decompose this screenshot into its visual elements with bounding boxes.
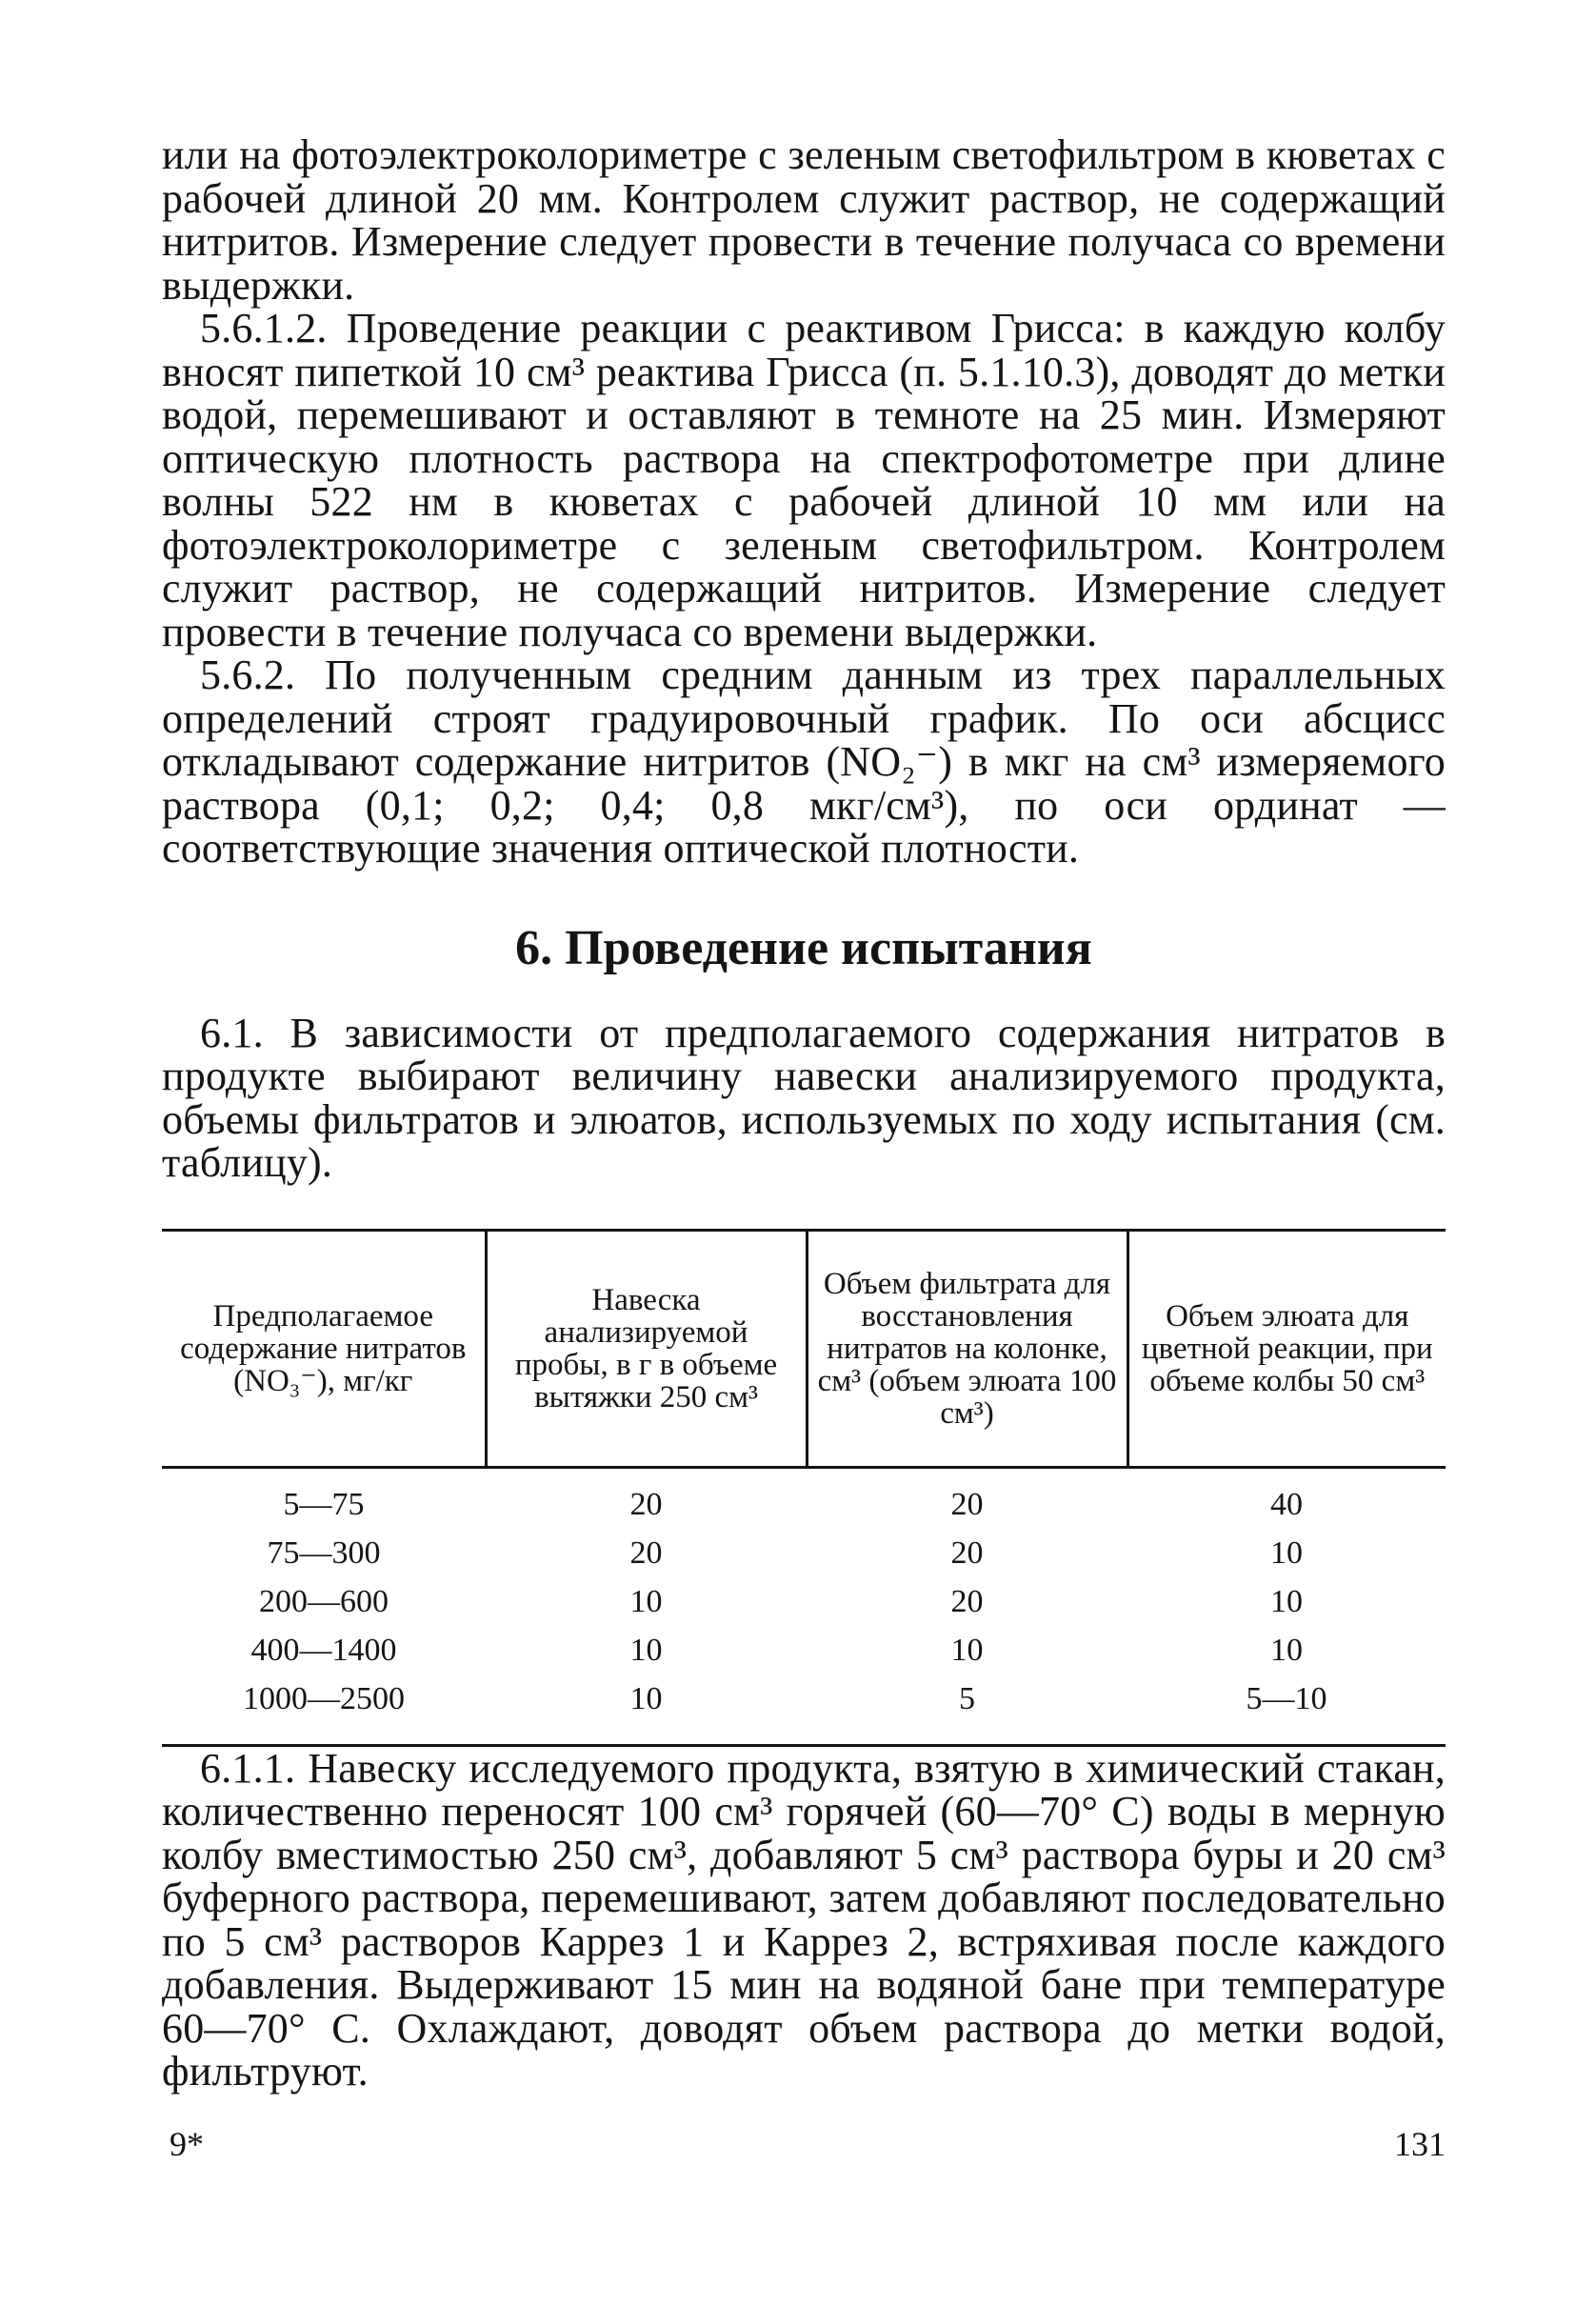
table-cell: 75—300 [267,1534,381,1571]
table-row [162,1577,1446,1626]
page-content [162,133,1446,2094]
table-cell: 200—600 [259,1583,389,1619]
section-heading: 6. Проведение испытания [515,920,1092,975]
table-row [162,1674,1446,1746]
table-cell: 20 [950,1534,984,1571]
header-sample-mass: Навеска анализируемой пробы, в г в объеме вытяжки 250 см³ [486,1230,807,1467]
table-cell: 10 [1270,1632,1303,1668]
paragraph-5-6-2: 5.6.2. По полученным средним данным из трех параллельных определений строят градуировочный график. По оси абсцисс откладывают содержание нитритов (NO₂⁻) в мкг на см³ измеряемого раствора (0,1; 0,2; 0,4; 0,8 мкг/см³), по оси ординат — соответствующие значения оптической плотности. [162,652,1446,872]
table-cell: 20 [629,1486,663,1522]
header-filtrate-volume: Объем фильтрата для восстановления нитратов на колонке, см³ (объем элюата 100 см³) [807,1230,1127,1467]
table-header-row [162,1230,1446,1467]
table-row [162,1529,1446,1577]
table-cell: 10 [629,1632,663,1668]
table-cell: 1000—2500 [162,1674,486,1746]
paragraph-6-1: 6.1. В зависимости от предполагаемого содержания нитратов в продукте выбирают величину навески анализируемого продукта, объемы фильтратов и элюатов, используемых по ходу испытания (см. таблицу). [162,1009,1446,1186]
table-cell: 400—1400 [250,1632,397,1668]
header-nitrate-content: Предполагаемое содержание нитратов (NO₃⁻), мг/кг [162,1230,486,1467]
table-cell: 10 [629,1583,663,1619]
table-cell: 20 [950,1486,984,1522]
table-cell: 10 [486,1674,807,1746]
table-cell: 40 [1270,1486,1303,1522]
data-table [162,1229,1446,1747]
paragraph-continuation: или на фотоэлектроколориметре с зеленым светофильтром в кюветах с рабочей длиной 20 мм. Контролем служит раствор, не содержащий нитритов. Измерение следует провести в течение получаса со времени выдержки. [162,131,1446,309]
table-cell: 10 [950,1632,984,1668]
table-cell: 10 [1270,1583,1303,1619]
sample-table [162,1229,1446,1747]
table-row [162,1626,1446,1674]
page-footer [162,2124,1446,2166]
table-cell: 5—10 [1127,1674,1446,1746]
table-cell: 20 [629,1534,663,1571]
header-eluate-volume: Объем элюата для цветной реакции, при объеме колбы 50 см³ [1127,1230,1446,1467]
table-cell: 5 [807,1674,1127,1746]
table-cell: 5—75 [283,1486,365,1522]
page-number: 131 [1394,2125,1446,2163]
table-cell: 10 [1270,1534,1303,1571]
signature-mark: 9* [170,2125,204,2163]
paragraph-5-6-1-2: 5.6.1.2. Проведение реакции с реактивом Грисса: в каждую колбу вносят пипеткой 10 см³ реактива Грисса (п. 5.1.10.3), доводят до метки водой, перемешивают и оставляют в темноте на 25 мин. Измеряют оптическую плотность раствора на спектрофотометре при длине волны 522 нм в кюветах с рабочей длиной 10 мм или на фотоэлектроколориметре с зеленым светофильтром. Контролем служит раствор, не содержащий нитритов. Измерение следует провести в течение получаса со времени выдержки. [162,305,1446,655]
paragraph-6-1-1: 6.1.1. Навеску исследуемого продукта, взятую в химический стакан, количественно переносят 100 см³ горячей (60—70° С) воды в мерную колбу вместимостью 250 см³, добавляют 5 см³ раствора буры и 20 см³ буферного раствора, перемешивают, затем добавляют последовательно по 5 см³ растворов Каррез 1 и Каррез 2, встряхивая после каждого добавления. Выдерживают 15 мин на водяной бане при температуре 60—70° С. Охлаждают, доводят объем раствора до метки водой, фильтруют. [162,1744,1446,2095]
table-cell: 20 [950,1583,984,1619]
table-row [162,1467,1446,1529]
